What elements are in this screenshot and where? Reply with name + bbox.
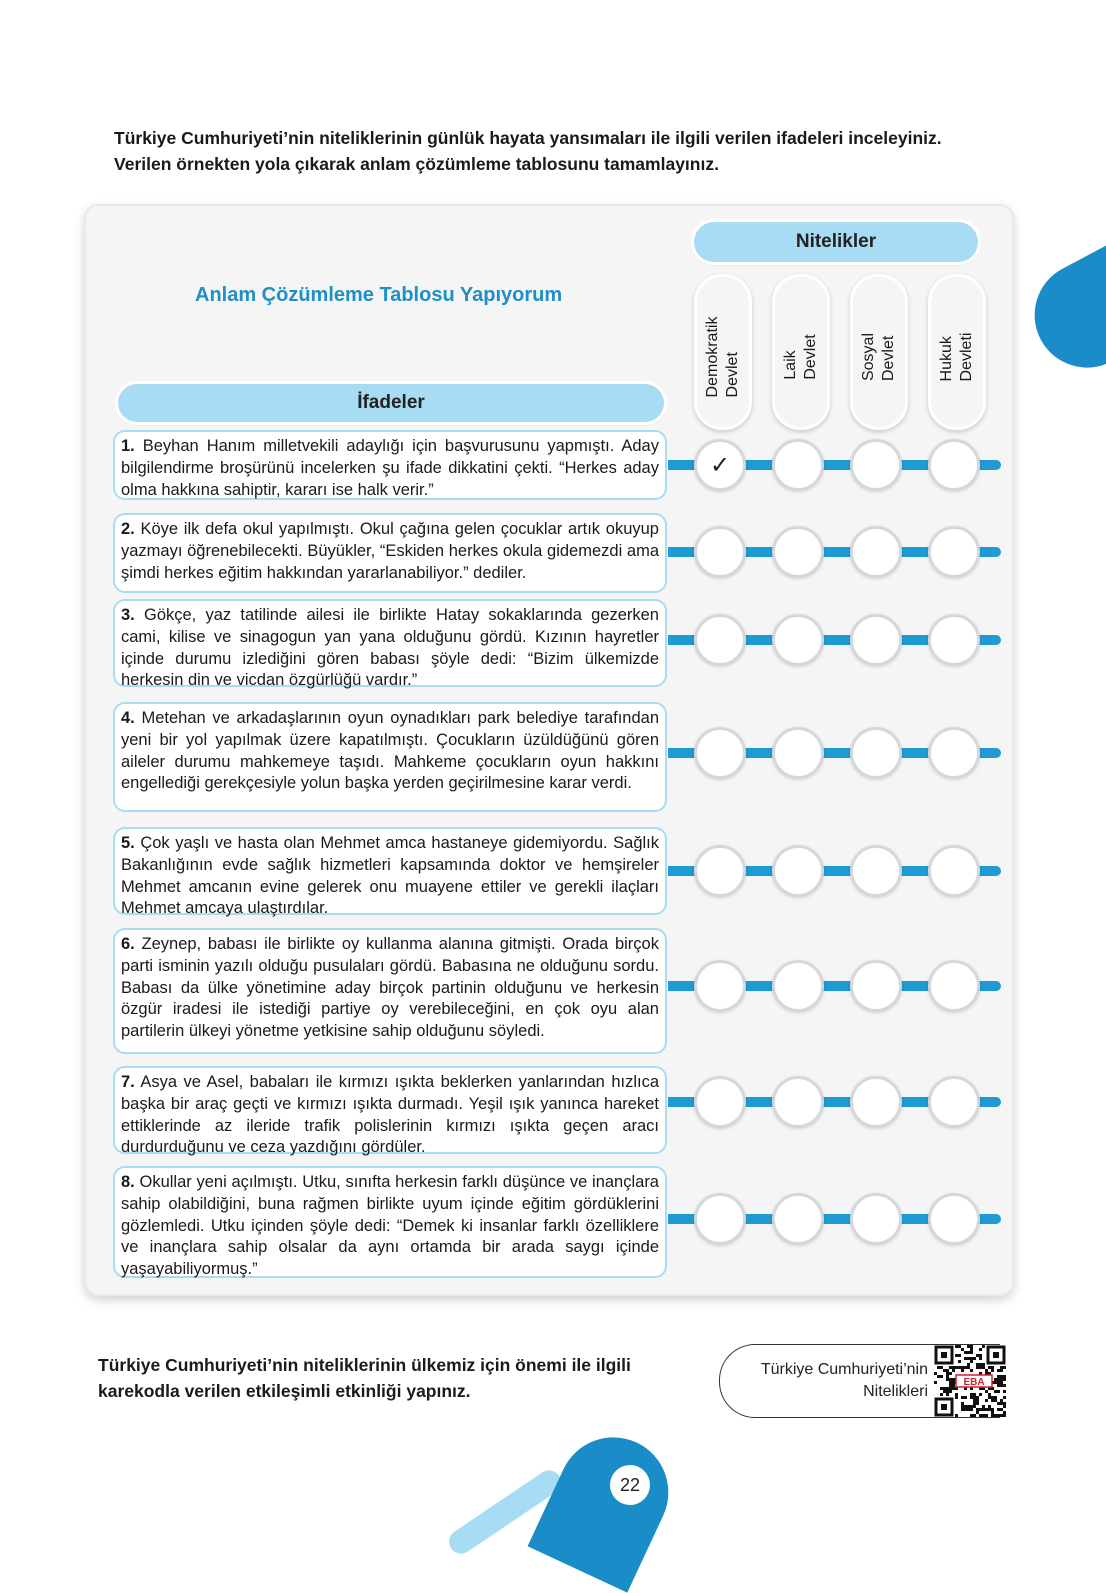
statement-6: 6. Zeynep, babası ile birlikte oy kullanma alanına gitmişti. Orada birçok parti isminin yazılı olduğu pusulaları gördü. Babasına ne olduğunu sordu. Babası da ülke yönetimine aday birçok partinin olduğunu ve herkesin özgür iradesi ile istediği partiye oy verebileceğini, en çok oyu alan partilerin ülkeyi yönetme yetkisine sahip olduğunu söyledi. — [113, 928, 667, 1054]
answer-circle-r4-c4[interactable] — [928, 727, 980, 779]
statement-5: 5. Çok yaşlı ve hasta olan Mehmet amca hastaneye gidemiyordu. Sağlık Bakanlığının evde sağlık hizmetleri kapsamında doktor ve hemşireler Mehmet amcanın evine gelerek onu muayene ettiler ve gerekli ilaçları Mehmet amcaya ulaştırdılar. — [113, 827, 667, 915]
qr-code-icon[interactable] — [934, 1345, 1006, 1417]
answer-circle-r1-c2[interactable] — [772, 439, 824, 491]
answer-circle-r2-c2[interactable] — [772, 526, 824, 578]
statement-8: 8. Okullar yeni açılmıştı. Utku, sınıfta herkesin farklı düşünce ve inançlara sahip olabildiğini, buna rağmen birlikte uyum içinde eğitim gördüklerini gözlemledi. Utku içinden şöyle dedi: “Demek ki insanlar farklı özelliklere ve inançlara sahip olsalar da aynı ortamda bir arada saygı içinde yaşayabiliyormuş.” — [113, 1166, 667, 1278]
answer-circle-r7-c2[interactable] — [772, 1076, 824, 1128]
statement-7: 7. Asya ve Asel, babaları ile kırmızı ışıkta beklerken yanlarından hızlıca başka bir araç geçti ve kırmızı ışıkta durmadı. Yeşil ışık yanınca hareket ettiklerinde az ileride trafik polislerinin kırmızı ışıkta geçen aracı durdurduğunu ve ceza yazdığını gördüler. — [113, 1066, 667, 1154]
answer-circle-r1-c3[interactable] — [850, 439, 902, 491]
column-header-1: Laik Devlet — [772, 274, 830, 430]
column-header-3: Hukuk Devleti — [928, 274, 986, 430]
answer-circle-r7-c4[interactable] — [928, 1076, 980, 1128]
answer-circle-r5-c4[interactable] — [928, 845, 980, 897]
page-number: 22 — [610, 1465, 650, 1505]
statement-1: 1. Beyhan Hanım milletvekili adaylığı için başvurusunu yapmıştı. Aday bilgilendirme broşürünü incelerken şu ifade dikkatini çekti. “Herkes aday olma hakkına sahiptir, kararı ise halk verir.” — [113, 430, 667, 500]
answer-circle-r1-c1[interactable]: ✓ — [694, 439, 746, 491]
column-header-0: Demokratik Devlet — [694, 274, 752, 430]
answer-circle-r7-c3[interactable] — [850, 1076, 902, 1128]
bottom-instruction: Türkiye Cumhuriyeti’nin niteliklerinin ülkemiz için önemi ile ilgili karekodla verilen etkileşimli etkinliği yapınız. — [98, 1355, 631, 1401]
answer-circle-r2-c1[interactable] — [694, 526, 746, 578]
answer-circle-r1-c4[interactable] — [928, 439, 980, 491]
statements-header: İfadeler — [118, 384, 664, 422]
answer-circle-r4-c3[interactable] — [850, 727, 902, 779]
answer-circle-r6-c2[interactable] — [772, 960, 824, 1012]
answer-circle-r3-c2[interactable] — [772, 614, 824, 666]
eba-badge: EBA — [963, 1377, 985, 1388]
answer-circle-r6-c1[interactable] — [694, 960, 746, 1012]
statement-4: 4. Metehan ve arkadaşlarının oyun oynadıkları park belediye tarafından yeni bir yol yapılmak üzere kapatılmıştı. Çocukların üzüldüğünü gören aileler durumu mahkemeye taşıdı. Mahkeme çocukların oyun hakkını engellediği gerekçesiyle yolun başka yerden geçirilmesine karar verdi. — [113, 702, 667, 812]
answer-circle-r3-c3[interactable] — [850, 614, 902, 666]
answer-circle-r7-c1[interactable] — [694, 1076, 746, 1128]
attributes-header: Nitelikler — [694, 222, 978, 262]
answer-circle-r5-c2[interactable] — [772, 845, 824, 897]
answer-circle-r8-c2[interactable] — [772, 1193, 824, 1245]
answer-circle-r4-c2[interactable] — [772, 727, 824, 779]
qr-label: Türkiye Cumhuriyeti’nin Nitelikleri — [760, 1361, 928, 1400]
answer-circle-r5-c3[interactable] — [850, 845, 902, 897]
answer-circle-r8-c1[interactable] — [694, 1193, 746, 1245]
statement-3: 3. Gökçe, yaz tatilinde ailesi ile birlikte Hatay sokaklarında gezerken cami, kilise ve sinagogun yan yana olduğunu gördü. Kızının hayretler içinde durumu izlediğini gören babası şöyle dedi: “Bizim ülkemizde herkesin din ve vicdan özgürlüğü vardır.” — [113, 599, 667, 687]
table-title: Anlam Çözümleme Tablosu Yapıyorum — [195, 284, 563, 306]
answer-circle-r6-c4[interactable] — [928, 960, 980, 1012]
answer-circle-r3-c1[interactable] — [694, 614, 746, 666]
answer-circle-r6-c3[interactable] — [850, 960, 902, 1012]
answer-circle-r3-c4[interactable] — [928, 614, 980, 666]
answer-circle-r4-c1[interactable] — [694, 727, 746, 779]
instruction-text: Türkiye Cumhuriyeti’nin niteliklerinin günlük hayata yansımaları ile ilgili verilen ifadeleri inceleyiniz. Verilen örnekten yola çıkarak anlam çözümleme tablosunu tamamlayınız. — [114, 128, 942, 174]
decorative-blob — [1016, 223, 1106, 386]
answer-circle-r2-c3[interactable] — [850, 526, 902, 578]
answer-circle-r5-c1[interactable] — [694, 845, 746, 897]
footer-decoration-dark — [528, 1419, 687, 1592]
statement-2: 2. Köye ilk defa okul yapılmıştı. Okul çağına gelen çocuklar artık okuyup yazmayı öğrenebilecekti. Büyükler, “Eskiden herkes okula gidemezdi ama şimdi herkes eğitim hakkından yararlanabiliyor.” dediler. — [113, 513, 667, 593]
column-header-2: Sosyal Devlet — [850, 274, 908, 430]
answer-circle-r8-c4[interactable] — [928, 1193, 980, 1245]
answer-circle-r8-c3[interactable] — [850, 1193, 902, 1245]
qr-activity-box[interactable] — [719, 1344, 1000, 1418]
answer-circle-r2-c4[interactable] — [928, 526, 980, 578]
